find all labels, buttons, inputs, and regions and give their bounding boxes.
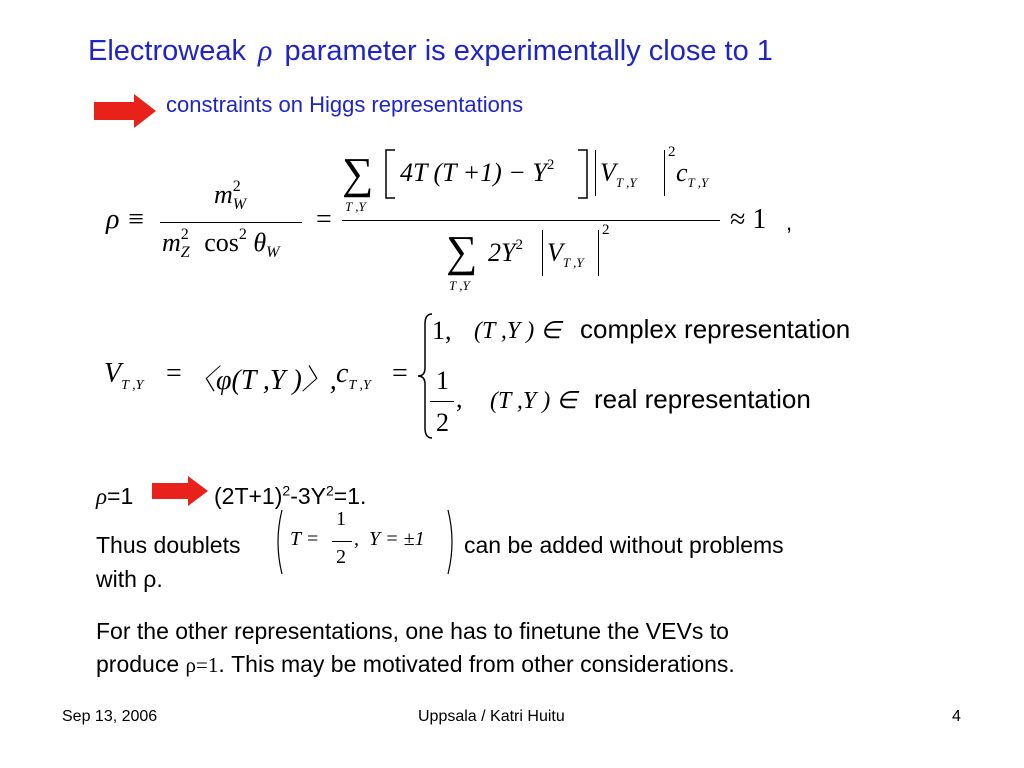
eq1-comma: , [786,210,793,235]
eq2-c: $c_{T ,Y}$ [336,358,371,393]
eq2-equals-1: = [166,358,182,389]
doublets-text-line2: with ρ. [96,566,163,592]
eq1-den-sum-sub: T ,Y [449,278,470,293]
eq1-small-numerator: $m^2_W$ [214,178,247,213]
title-rho-symbol: ρ [258,34,273,67]
footer-date: Sep 13, 2006 [62,708,158,725]
footer-page-number: 4 [952,708,961,725]
doublet-num: 1 [336,508,346,530]
eq1-num-abs-left [595,150,596,196]
doublet-fraction-bar [332,541,352,542]
eq1-den-abs-right [598,230,599,276]
doublet-T: T = [290,528,320,550]
eq2-case1-text: complex representation [580,314,851,344]
footer-center: Uppsala / Katri Huitu [418,708,565,725]
slide-title [88,34,773,68]
red-arrow-icon [152,476,208,506]
eq1-num-V-sup: 2 [668,144,676,160]
doublet-right-paren [446,508,458,576]
slide-subtitle: constraints on Higgs representations [166,92,524,117]
eq2-case1-cond: (T ,Y ) ∈ [474,318,562,344]
eq1-num-sum: ∑ [342,149,374,198]
eq1-num-bracket-content: 4T $(T +1) - Y^2$ [400,157,555,187]
eq1-num-abs-right [664,150,665,196]
eq1-den-sum: ∑ [446,227,478,276]
eq1-num-sum-sub: T ,Y [345,199,366,214]
eq2-V: $V_{T ,Y}$ [104,358,144,393]
eq1-den-abs-left [542,230,543,276]
eq2-case2-num: 1 [436,366,449,395]
rho-condition-expression: $(2T+1)^2-3Y^2=1$. [214,482,367,509]
doublets-text-post: can be added without problems [464,532,784,558]
rho-equals-one: ρ=1 [96,483,134,509]
eq2-case2-text: real representation [594,384,811,414]
eq1-equals: = [316,204,332,235]
eq1-num-c: $c_{T ,Y}$ [676,158,709,190]
eq1-right-bracket [576,148,590,200]
eq2-case1-value: 1, [432,316,452,345]
eq1-num-V: $V_{T ,Y}$ [600,158,637,190]
eq2-case2-comma: , [456,384,463,413]
eq1-den-V-sup: 2 [602,222,610,238]
eq1-big-fraction-bar [342,220,720,221]
doublet-Y: , Y = ±1 [354,528,425,550]
eq2-case2-den: 2 [436,408,449,437]
eq2-case2-fraction-bar [430,401,454,402]
red-arrow-icon [94,94,156,128]
doublet-den: 2 [336,546,346,568]
eq1-den-2Y: $2Y^2$ [488,237,523,267]
eq1-approx-one: ≈ 1 [730,204,767,235]
eq1-small-fraction-bar [160,222,302,223]
eq2-equals-2: = [392,358,408,389]
eq1-left-bracket [383,148,397,200]
eq1-small-denominator: $m^2_Z$ $\cos^2 \theta_W$ [162,226,280,261]
eq2-case2-cond: (T ,Y ) ∈ [490,388,578,414]
doublet-left-paren [272,508,284,576]
finetune-paragraph-line2: produce ρ=1. This may be motivated from other considerations. [96,651,735,677]
doublets-text-pre: Thus doublets [96,532,241,558]
title-post: parameter is experimentally close to 1 [284,35,773,67]
eq2-phi: 〈φ(T ,Y )〉, [188,365,337,396]
title-pre: Electroweak [88,35,246,67]
finetune-paragraph-line1: For the other representations, one has to finetune the VEVs to [96,618,729,644]
eq1-den-V: $V_{T ,Y}$ [547,238,584,270]
eq1-lhs: ρ ≡ [106,204,146,235]
